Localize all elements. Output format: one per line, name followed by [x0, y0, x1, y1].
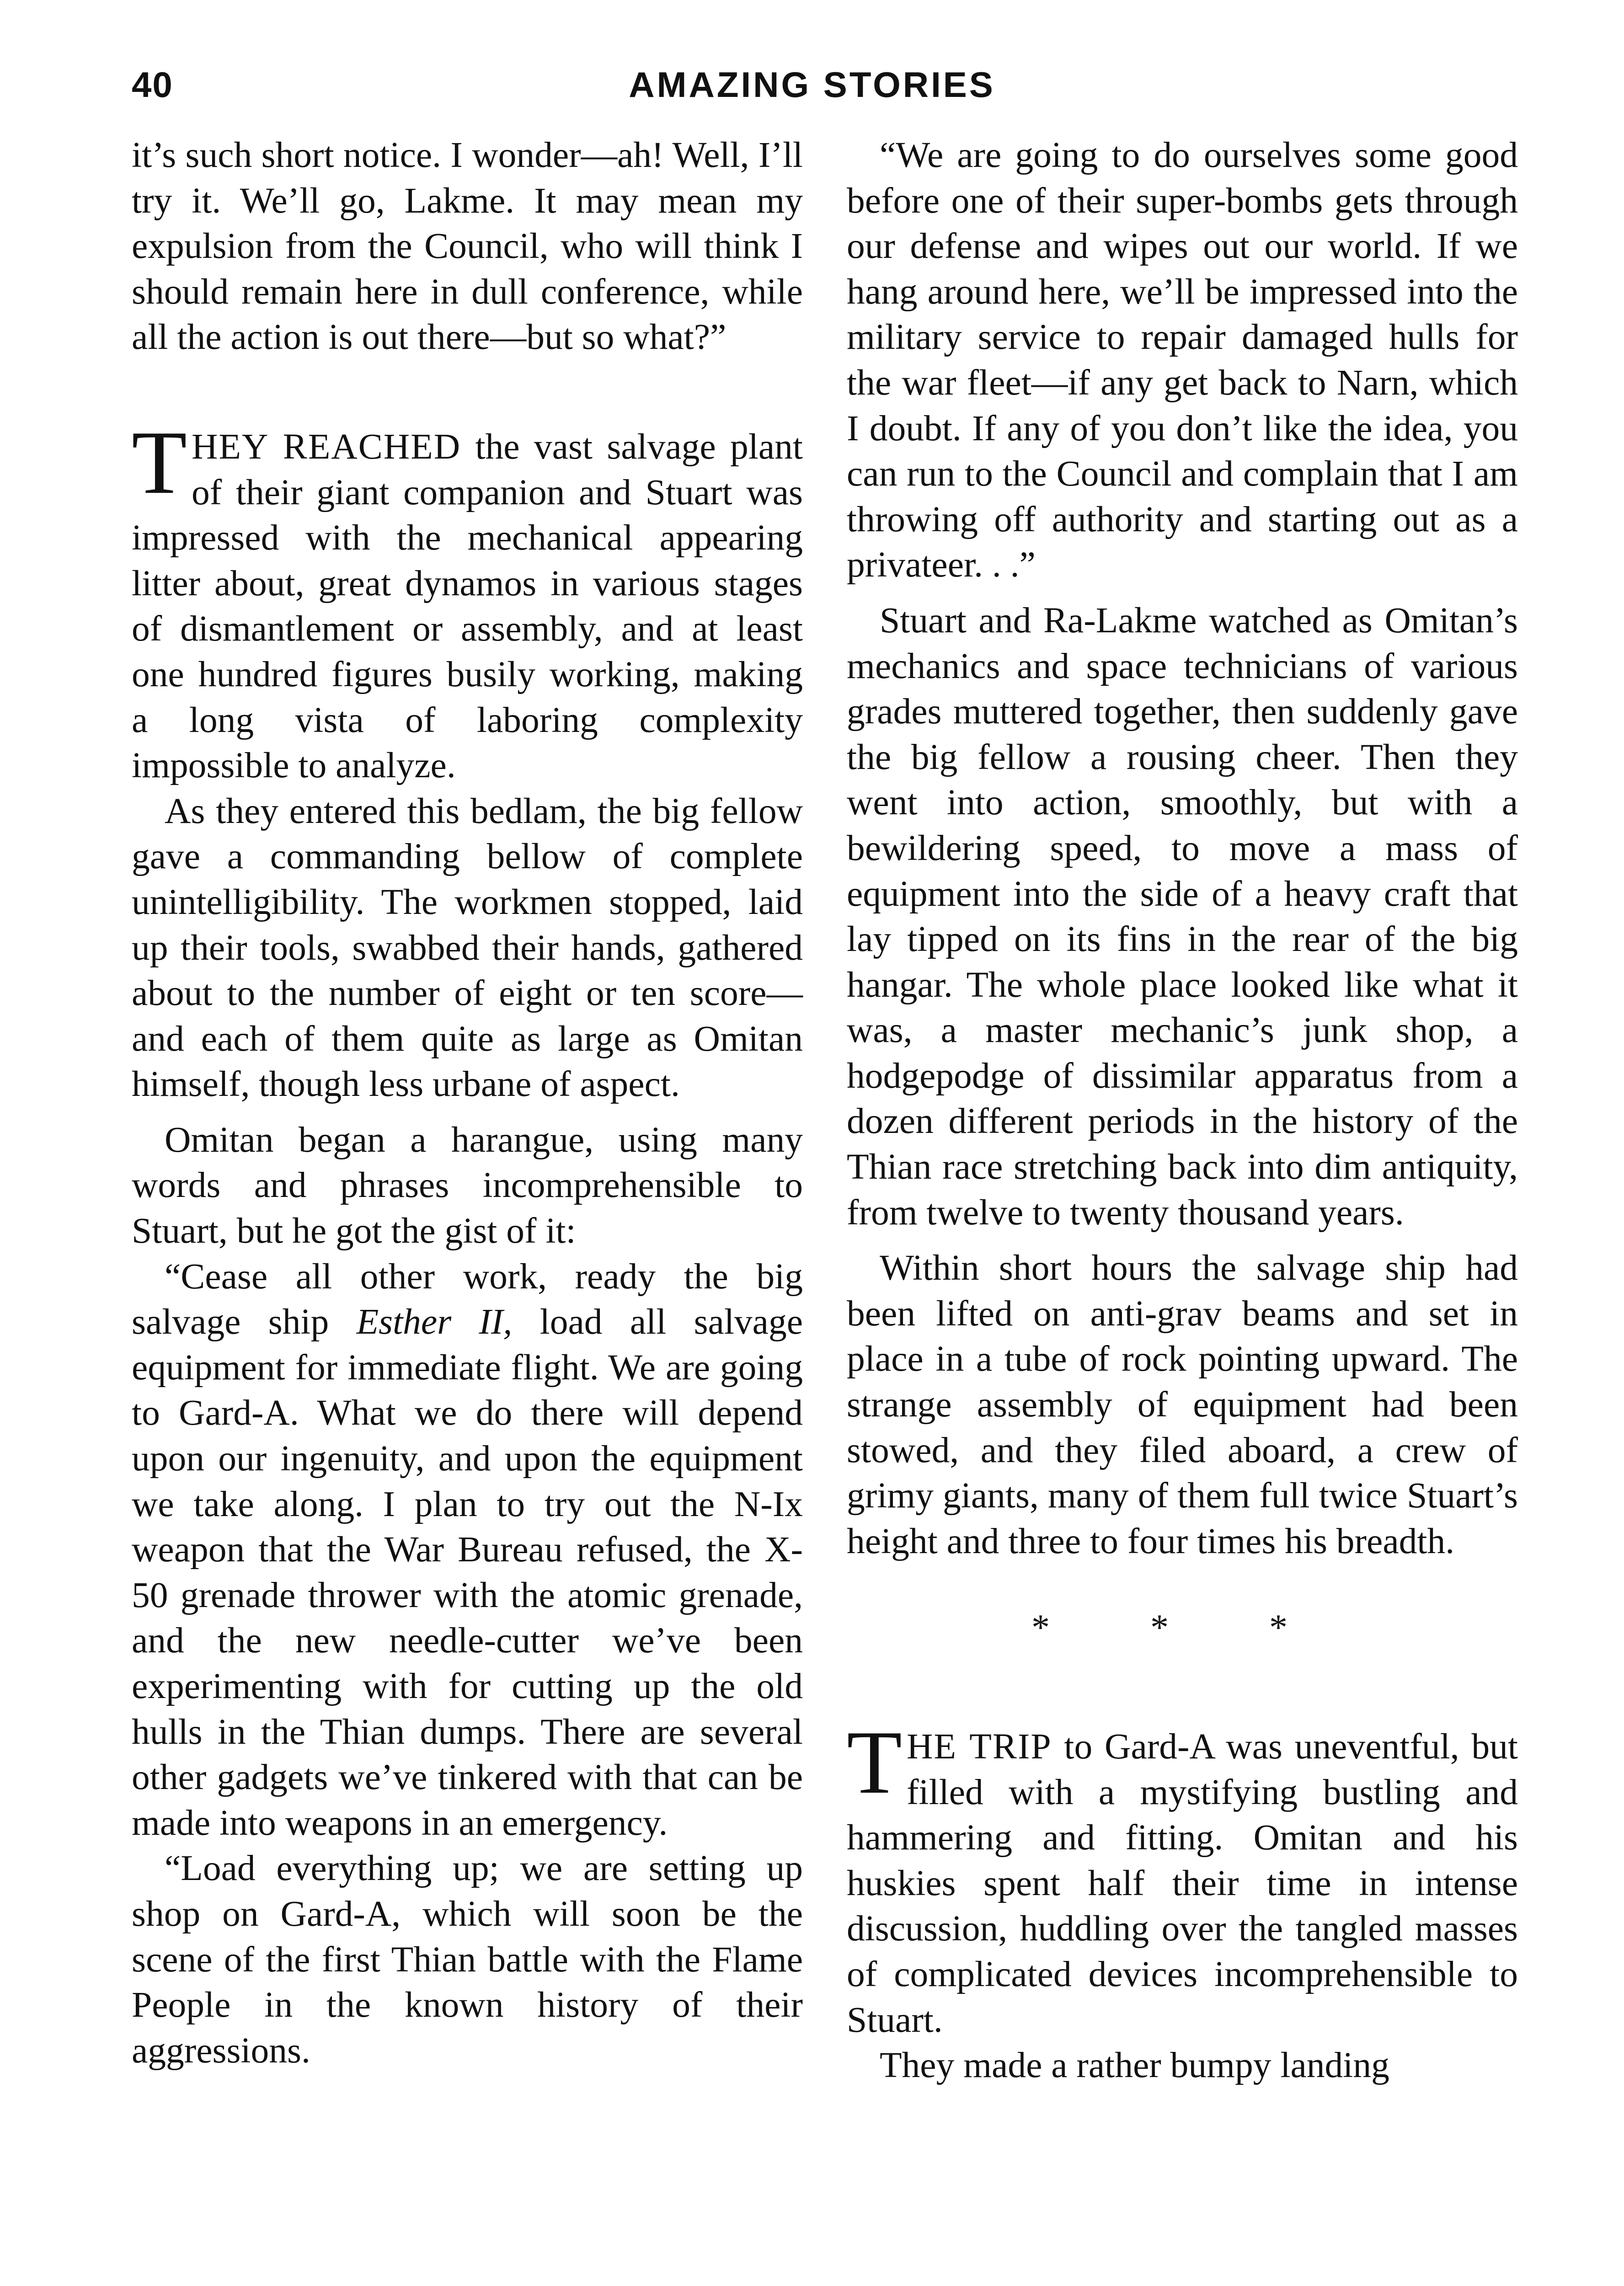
paragraph-text: “Cease all other work, ready the big salvage ship [132, 1256, 803, 1342]
paragraph-text: to Gard-A was uneventful, but filled with a mystifying bustling and hammering and fitting. Omitan and his huskies spent half their time in intense discussion, huddling over the tangled masses of complicated devices incomprehensible to Stuart. [847, 1726, 1518, 2040]
lead-in-caps: HEY REACHED [191, 426, 461, 467]
page-header [0, 64, 1624, 114]
left-column [132, 133, 803, 2073]
paragraph [132, 1254, 803, 1846]
paragraph-text: the vast salvage plant of their giant companion and Stuart was impressed with the mechanical appearing litter about, great dynamos in various stages of dismantlement or assembly, and at least one hundred figures busily working, making a long vista of laboring complexity impossible to analyze. [132, 426, 803, 786]
paragraph: Stuart and Ra-Lakme watched as Omitan’s mechanics and space technicians of various grades muttered together, then suddenly gave the big fellow a rousing cheer. Then they went into action, smoothly, but with a bewildering speed, to move a mass of equipment into the side of a heavy craft that lay tipped on its fins in the rear of the big hangar. The whole place looked like what it was, a master mechanic’s junk shop, a hodgepodge of dissimilar apparatus from a dozen different periods in the history of the Thian race stretching back into dim antiquity, from twelve to twenty thousand years. [847, 600, 1518, 1233]
page-number: 40 [132, 64, 173, 105]
section-start-paragraph [132, 412, 803, 789]
paragraph: They made a rather bumpy landing [880, 2045, 1389, 2086]
section-start-paragraph [847, 1712, 1518, 2043]
paragraph: “We are going to do ourselves some good before one of their super-bombs gets through our defense and wipes out our world. If we hang around here, we’ll be impressed into the military service to repair damaged hulls for the war fleet—if any get back to Narn, which I doubt. If any of you don’t like the idea, you can run to the Council and complain that I am throwing off authority and starting out as a privateer. . .” [847, 135, 1518, 585]
right-column [847, 133, 1518, 2088]
paragraph: Within short hours the salvage ship had been lifted on anti-grav beams and set in place in a tube of rock pointing upward. The strange assembly of equipment had been stowed, and they filed aboard, a crew of grimy giants, many of them full twice Stuart’s height and three to four times his breadth. [847, 1248, 1518, 1561]
lead-in-caps: HE TRIP [906, 1726, 1052, 1767]
paragraph: “Load everything up; we are setting up shop on Gard-A, which will soon be the scene of the first Thian battle with the Flame People in the known history of their aggressions. [132, 1848, 803, 2071]
paragraph: As they entered this bedlam, the big fellow gave a commanding bellow of complete unintelligibility. The workmen stopped, laid up their tools, swabbed their hands, gathered about to the number of eight or ten score—and each of them quite as large as Omitan himself, though less urbane of aspect. [132, 790, 803, 1105]
drop-cap: T [847, 1712, 902, 1812]
paragraph: Omitan began a harangue, using many words and phrases incomprehensible to Stuart, but he got the gist of it: [132, 1119, 803, 1251]
paragraph: it’s such short notice. I wonder—ah! Well, I’ll try it. We’ll go, Lakme. It may mean my expulsion from the Council, who will think I should remain here in dull conference, while all the action is out there—but so what?” [132, 135, 803, 358]
paragraph-text: load all salvage equipment for immediate flight. We are going to Gard-A. What we do there will depend upon our ingenuity, and upon the equipment we take along. I plan to try out the N-Ix weapon that the War Bureau refused, the X-50 grenade thrower with the atomic grenade, and the new needle-cutter we’ve been experimenting with for cutting up the old hulls in the Thian dumps. There are several other gadgets we’ve tinkered with that can be made into weapons in an emergency. [132, 1302, 803, 1843]
running-head: AMAZING STORIES [629, 64, 995, 105]
ship-name: Esther II, [356, 1302, 513, 1342]
drop-cap: T [132, 412, 187, 513]
section-separator: * * * [1031, 1608, 1333, 1648]
